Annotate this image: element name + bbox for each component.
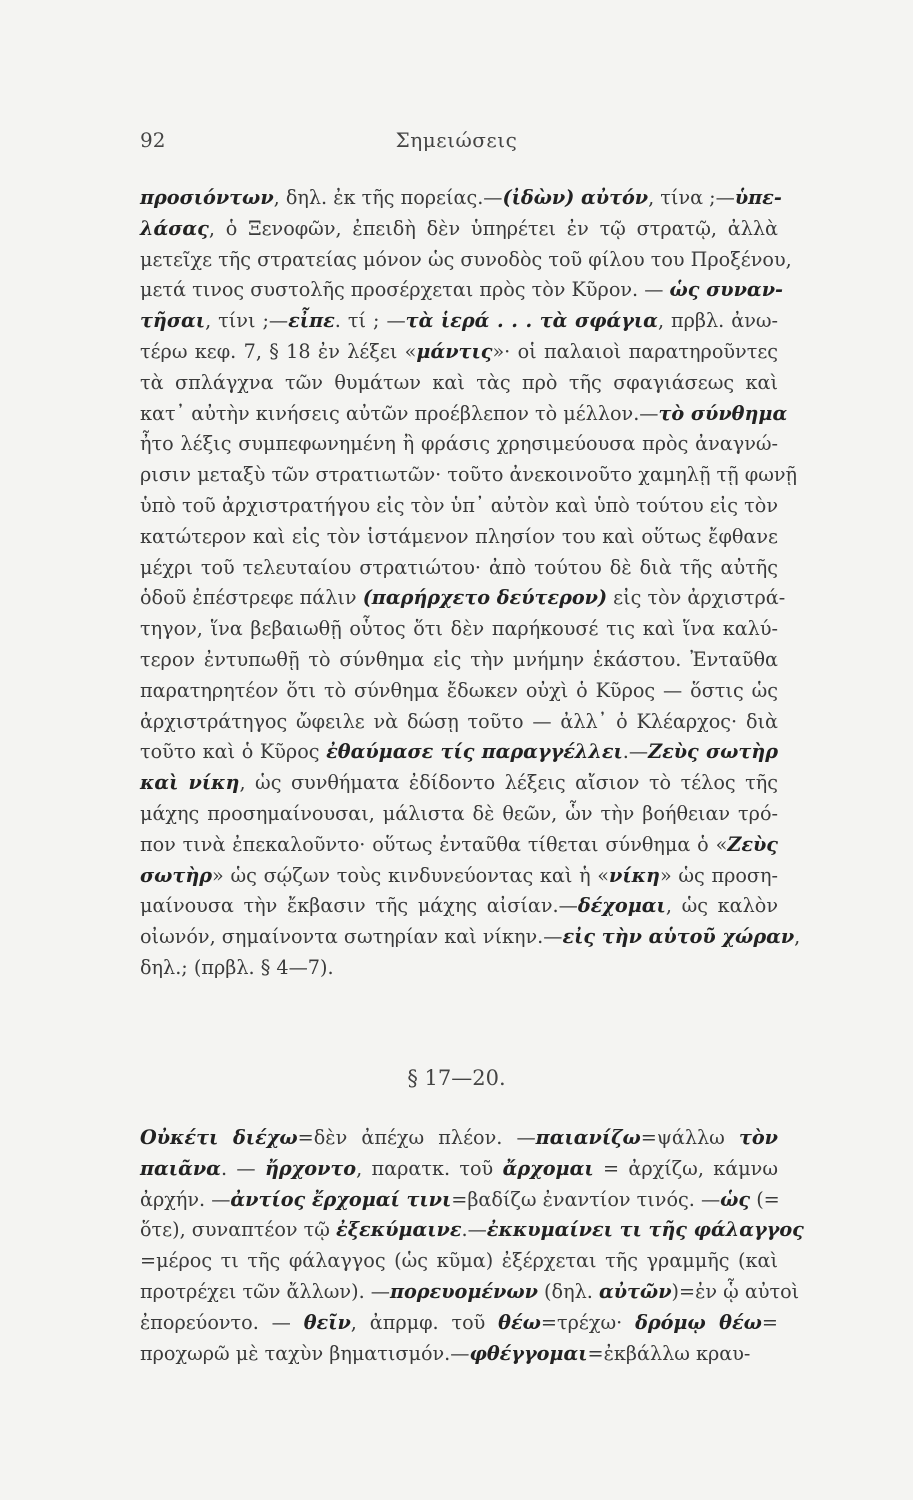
text-line: μάχης προσημαίνουσαι, μάλιστα δὲ θεῶν, ὧν τὴν βοήθειαν τρό-	[140, 801, 778, 825]
text-line: μαίνουσα τὴν ἔκβασιν τῆς μάχης αἰσίαν.—δέχομαι, ὡς καλὸν	[140, 894, 778, 918]
text-line: =μέρος τι τῆς φάλαγγος (ὡς κῦμα) ἐξέρχεται τῆς γραμμῆς (καὶ	[140, 1249, 778, 1273]
text-line: τέρω κεφ. 7, § 18 ἐν λέξει «μάντις»· οἱ παλαιοὶ παρατηροῦντες	[140, 339, 779, 363]
notes-paragraph-2	[140, 1123, 804, 1369]
text-line: σωτὴρ» ὡς σῴζων τοὺς κινδυνεύοντας καὶ ἡ «νίκη» ὡς προση-	[140, 863, 778, 887]
text-line: ἐπορεύοντο. — θεῖν, ἀπρμφ. τοῦ θέω=τρέχω· δρόμῳ θέω=	[140, 1310, 778, 1334]
text-line: μέχρι τοῦ τελευταίου στρατιώτου· ἀπὸ τούτου δὲ διὰ τῆς αὐτῆς	[140, 555, 778, 579]
text-line: δηλ.; (πρβλ. § 4—7).	[140, 955, 334, 979]
running-head: Σημειώσεις	[395, 128, 518, 152]
text-line: τῆσαι, τίνι ;—εἶπε. τί ; —τὰ ἱερά . . . τὰ σφάγια, πρβλ. ἀνω-	[140, 309, 779, 333]
text-line: τὰ σπλάγχνα τῶν θυμάτων καὶ τὰς πρὸ τῆς σφαγιάσεως καὶ	[140, 370, 778, 394]
page-number: 92	[140, 128, 166, 152]
text-line: τερον ἐντυπωθῇ τὸ σύνθημα εἰς τὴν μνήμην ἑκάστου. Ἐνταῦθα	[140, 647, 778, 671]
text-line: προχωρῶ μὲ ταχὺν βηματισμόν.—φθέγγομαι=ἐκβάλλω κραυ-	[140, 1341, 751, 1365]
page-header	[0, 128, 913, 158]
text-line: προτρέχει τῶν ἄλλων). —πορευομένων (δηλ. αὐτῶν)=ἐν ᾧ αὐτοὶ	[140, 1279, 800, 1303]
text-line: Οὐκέτι διέχω=δὲν ἀπέχω πλέον. —παιανίζω=ψάλλω τὸν	[140, 1126, 778, 1149]
text-line: κατώτερον καὶ εἰς τὸν ἱστάμενον πλησίον του καὶ οὕτως ἔφθανε	[140, 524, 778, 548]
text-line: οἰωνόν, σημαίνοντα σωτηρίαν καὶ νίκην.—εἰς τὴν αὑτοῦ χώραν,	[140, 925, 801, 949]
text-line: πον τινὰ ἐπεκαλοῦντο· οὕτως ἐνταῦθα τίθεται σύνθημα ὁ «Ζεὺς	[140, 832, 778, 856]
text-line: μετεῖχε τῆς στρατείας μόνον ὡς συνοδὸς τοῦ φίλου του Προξένου,	[140, 247, 792, 271]
text-line: τηγον, ἵνα βεβαιωθῇ οὗτος ὅτι δὲν παρήκουσέ τις καὶ ἵνα καλύ-	[140, 617, 778, 641]
text-line: προσιόντων, δηλ. ἐκ τῆς πορείας.—(ἰδὼν) αὐτόν, τίνα ;—ὑπε-	[140, 186, 782, 209]
text-line: ρισιν μεταξὺ τῶν στρατιωτῶν· τοῦτο ἀνεκοινοῦτο χαμηλῇ τῇ φωνῇ	[140, 463, 798, 487]
text-line: παρατηρητέον ὅτι τὸ σύνθημα ἔδωκεν οὐχὶ ὁ Κῦρος — ὅστις ὡς	[140, 678, 778, 702]
text-line: λάσας, ὁ Ξενοφῶν, ἐπειδὴ δὲν ὑπηρέτει ἐν τῷ στρατῷ, ἀλλὰ	[140, 216, 778, 240]
text-line: τοῦτο καὶ ὁ Κῦρος ἐθαύμασε τίς παραγγέλλει.—Ζεὺς σωτὴρ	[140, 740, 778, 764]
text-line: ὅτε), συναπτέον τῷ ἐξεκύμαινε.—ἐκκυμαίνει τι τῆς φάλαγγος	[140, 1218, 804, 1242]
text-line: καὶ νίκη, ὡς συνθήματα ἐδίδοντο λέξεις αἴσιον τὸ τέλος τῆς	[140, 771, 778, 795]
notes-paragraph-1	[140, 183, 801, 984]
text-line: ὑπὸ τοῦ ἀρχιστρατήγου εἰς τὸν ὑπ᾽ αὐτὸν καὶ ὑπὸ τούτου εἰς τὸν	[140, 493, 778, 517]
section-heading: § 17—20.	[407, 1066, 506, 1090]
text-line: ὁδοῦ ἐπέστρεφε πάλιν (παρήρχετο δεύτερον) εἰς τὸν ἀρχιστρά-	[140, 586, 786, 610]
text-line: παιᾶνα. — ἤρχοντο, παρατκ. τοῦ ἄρχομαι = ἀρχίζω, κάμνω	[140, 1156, 778, 1180]
text-line: ἀρχιστράτηγος ὤφειλε νὰ δώσῃ τοῦτο — ἀλλ᾽ ὁ Κλέαρχος· διὰ	[140, 709, 778, 733]
text-line: μετά τινος συστολῆς προσέρχεται πρὸς τὸν Κῦρον. — ὡς συναν-	[140, 278, 783, 302]
text-line: κατ᾽ αὐτὴν κινήσεις αὐτῶν προέβλεπον τὸ μέλλον.—τὸ σύνθημα	[140, 401, 788, 425]
text-line: ἀρχήν. —ἀντίος ἔρχομαί τινι=βαδίζω ἐναντίον τινός. —ὡς (=	[140, 1187, 780, 1211]
text-line: ἦτο λέξις συμπεφωνημένη ἢ φράσις χρησιμεύουσα πρὸς ἀναγνώ-	[140, 432, 778, 456]
